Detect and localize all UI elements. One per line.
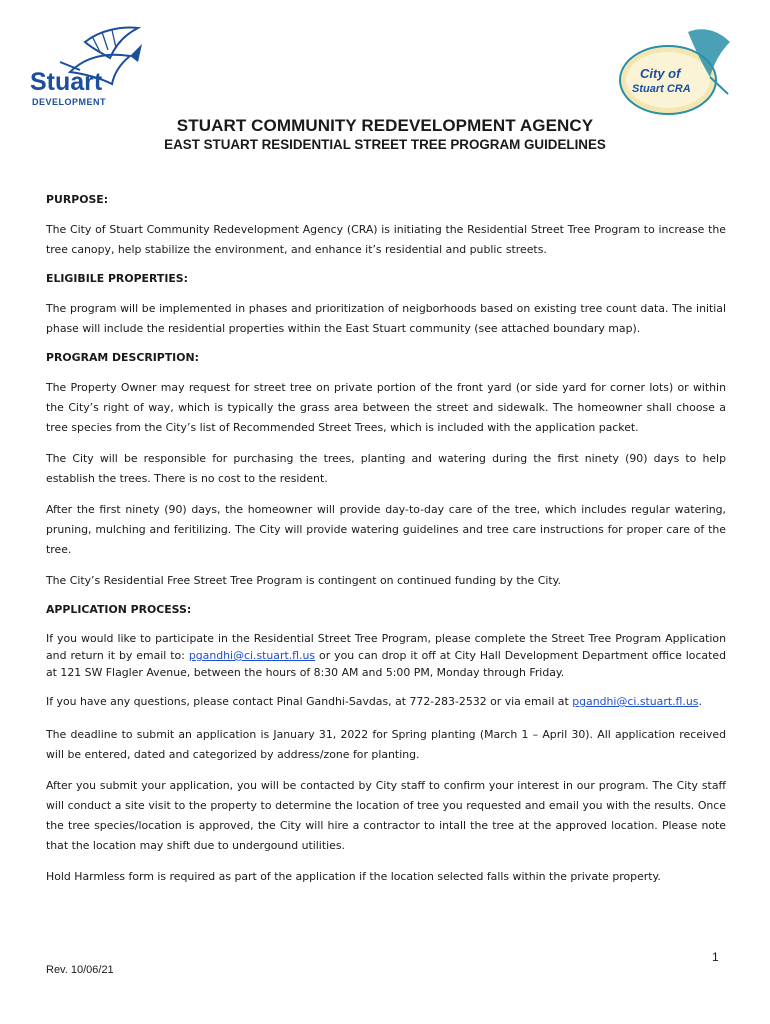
description-paragraph-1: The Property Owner may request for street tree on private portion of the front yard (or side yard for corner lots) or within the City’s right of way, which is typically the grass area between the street and sidewalk. The homeowner shall choose a tree species from the City’s list of Recommended Street Trees, which is included with the application packet. (46, 381, 726, 434)
application-paragraph-5: Hold Harmless form is required as part of the application if the location selected falls within the private property. (46, 870, 661, 883)
description-paragraph-3: After the first ninety (90) days, the homeowner will provide day-to-day care of the tree, which includes regular watering, pruning, mulching and feritilizing. The City will provide watering guidelines and tree care instructions for proper care of the tree. (46, 503, 726, 556)
logo-subtitle: DEVELOPMENT (32, 97, 107, 107)
document-body (46, 192, 726, 898)
application-text-2b: . (698, 695, 702, 708)
stuart-development-logo (30, 22, 145, 117)
application-paragraph-4: After you submit your application, you will be contacted by City staff to confirm your interest in our program. The City staff will conduct a site visit to the property to determine the location of tree you requested and email you with the results. Once the tree species/location is approved, the City will hire a contractor to intall the tree at the approved location. Please note that the location may shift due to undergound utilities. (46, 779, 726, 852)
purpose-heading: PURPOSE: (46, 193, 109, 206)
application-text-1a: If you would like to participate in the Residential Street Tree Program, please complete the Street Tree Program Application and return it by email to: (46, 632, 726, 662)
eligible-heading: ELIGIBILE PROPERTIES: (46, 272, 189, 285)
page-title: STUART COMMUNITY REDEVELOPMENT AGENCY (176, 116, 594, 135)
logo-name: Stuart (30, 68, 103, 96)
application-heading: APPLICATION PROCESS: (46, 603, 192, 616)
description-heading: PROGRAM DESCRIPTION: (46, 351, 199, 364)
page-number: 1 (712, 950, 719, 964)
page-subtitle: EAST STUART RESIDENTIAL STREET TREE PROGRAM GUIDELINES (164, 137, 606, 152)
application-paragraph-2 (46, 692, 726, 712)
revision-date: Rev. 10/06/21 (46, 964, 114, 976)
application-text-2a: If you have any questions, please contact Pinal Gandhi-Savdas, at 772-283-2532 or via email at (46, 695, 573, 708)
email-link[interactable]: pgandhi@ci.stuart.fl.us (188, 649, 316, 662)
application-paragraph-3: The deadline to submit an application is January 31, 2022 for Spring planting (March 1 – April 30). All application received will be entered, dated and categorized by address/zone for planting. (46, 728, 726, 761)
description-paragraph-2: The City will be responsible for purchasing the trees, planting and watering during the first ninety (90) days to help establish the trees. There is no cost to the resident. (46, 452, 726, 485)
application-text-1b: or you can drop it off at City Hall Development Department office located at 121 SW Flagler Avenue, between the hours of 8:30 AM and 5:00 PM, Monday through Friday. (46, 649, 726, 679)
logo-line1: City of (640, 66, 681, 81)
description-paragraph-4: The City’s Residential Free Street Tree Program is contingent on continued funding by the City. (46, 574, 561, 587)
contact-email-link[interactable]: pgandhi@ci.stuart.fl.us (572, 695, 699, 708)
city-of-stuart-cra-logo (618, 22, 736, 117)
purpose-text: The City of Stuart Community Redevelopment Agency (CRA) is initiating the Residential Street Tree Program to increase the tree canopy, help stabilize the environment, and enhance it’s residential and public streets. (46, 223, 726, 256)
logo-line2: Stuart CRA (632, 83, 691, 95)
eligible-text: The program will be implemented in phases and prioritization of neigborhoods based on existing tree count data. The initial phase will include the residential properties within the East Stuart community (see attached boundary map). (46, 302, 726, 335)
application-paragraph-1 (46, 630, 726, 681)
